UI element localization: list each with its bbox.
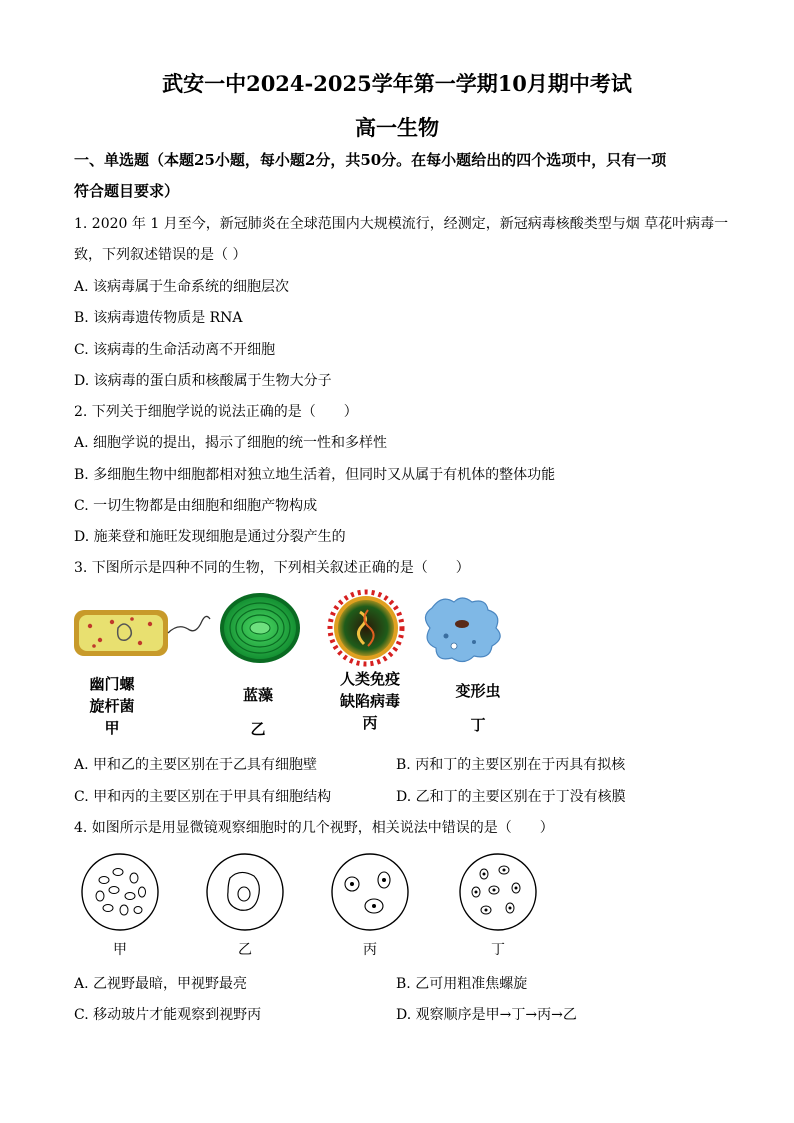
organism-2-caption bbox=[216, 684, 300, 740]
organism-3-caption bbox=[324, 668, 416, 734]
field-3-image bbox=[332, 854, 408, 930]
q4-option-c: C. 移动玻片才能观察到视野丙 bbox=[74, 1007, 262, 1023]
helicobacter-image bbox=[74, 610, 210, 656]
q3-organisms-figure bbox=[70, 588, 540, 670]
q4-option-d: D. 观察顺序是甲→丁→丙→乙 bbox=[396, 1007, 577, 1023]
field-1-image bbox=[82, 854, 158, 930]
cyanobacteria-image bbox=[220, 593, 300, 663]
q1-option-c: C. 该病毒的生命活动离不开细胞 bbox=[74, 342, 276, 358]
organism-3-label: 丙 bbox=[362, 714, 378, 732]
q2-option-c: C. 一切生物都是由细胞和细胞产物构成 bbox=[74, 498, 318, 514]
amoeba-image bbox=[425, 598, 500, 662]
organism-4-name: 变形虫 bbox=[455, 682, 501, 700]
field-4-label: 丁 bbox=[491, 942, 505, 958]
q4-stem: 4. 如图所示是用显微镜观察细胞时的几个视野，相关说法中错误的是（ ） bbox=[74, 820, 554, 836]
exam-title: 武安一中2024-2025学年第一学期10月期中考试 bbox=[162, 71, 632, 96]
organism-4-caption bbox=[436, 680, 520, 736]
q3-stem: 3. 下图所示是四种不同的生物，下列相关叙述正确的是（ ） bbox=[74, 560, 470, 576]
organism-3-name-line2: 缺陷病毒 bbox=[339, 692, 400, 710]
q1-option-b: B. 该病毒遗传物质是 RNA bbox=[74, 310, 243, 326]
organism-1-label: 甲 bbox=[104, 719, 120, 737]
section-heading-line2: 符合题目要求） bbox=[74, 182, 180, 200]
organism-4-label: 丁 bbox=[470, 716, 486, 734]
q1-option-a: A. 该病毒属于生命系统的细胞层次 bbox=[74, 279, 290, 295]
field-1-label: 甲 bbox=[113, 942, 127, 958]
q1-stem-line1: 1. 2020 年 1 月至今，新冠肺炎在全球范围内大规模流行，经测定，新冠病毒核酸类型与烟 草花叶病毒一 bbox=[74, 216, 729, 232]
q3-option-d: D. 乙和丁的主要区别在于丁没有核膜 bbox=[396, 789, 626, 805]
organism-1-caption bbox=[70, 673, 154, 739]
q3-option-c: C. 甲和丙的主要区别在于甲具有细胞结构 bbox=[74, 789, 332, 805]
field-4-image bbox=[460, 854, 536, 930]
q3-option-b: B. 丙和丁的主要区别在于丙具有拟核 bbox=[396, 757, 626, 773]
field-3-label: 丙 bbox=[363, 942, 377, 958]
section-heading-line1: 一、单选题（本题25小题，每小题2分，共50分。在每小题给出的四个选项中，只有一项 bbox=[74, 151, 667, 169]
q2-option-a: A. 细胞学说的提出，揭示了细胞的统一性和多样性 bbox=[74, 435, 388, 451]
q4-option-a: A. 乙视野最暗，甲视野最亮 bbox=[74, 976, 248, 992]
q1-stem-line2: 致，下列叙述错误的是（ ） bbox=[74, 247, 247, 263]
q4-microscope-fields-figure bbox=[80, 850, 560, 934]
organism-1-name-line1: 幽门螺 bbox=[89, 675, 135, 693]
exam-subject: 高一生物 bbox=[355, 115, 439, 140]
organism-1-name-line2: 旋杆菌 bbox=[89, 697, 135, 715]
q3-option-a: A. 甲和乙的主要区别在于乙具有细胞壁 bbox=[74, 757, 318, 773]
q2-option-b: B. 多细胞生物中细胞都相对独立地生活着，但同时又从属于有机体的整体功能 bbox=[74, 467, 556, 483]
hiv-image bbox=[330, 592, 402, 664]
organism-2-label: 乙 bbox=[250, 720, 266, 738]
organism-2-name: 蓝藻 bbox=[242, 686, 273, 704]
field-2-label: 乙 bbox=[238, 942, 252, 958]
field-2-image bbox=[207, 854, 283, 930]
q1-option-d: D. 该病毒的蛋白质和核酸属于生物大分子 bbox=[74, 373, 332, 389]
q2-option-d: D. 施莱登和施旺发现细胞是通过分裂产生的 bbox=[74, 529, 346, 545]
q4-option-b: B. 乙可用粗准焦螺旋 bbox=[396, 976, 528, 992]
organism-3-name-line1: 人类免疫 bbox=[339, 670, 400, 688]
q2-stem: 2. 下列关于细胞学说的说法正确的是（ ） bbox=[74, 404, 358, 420]
